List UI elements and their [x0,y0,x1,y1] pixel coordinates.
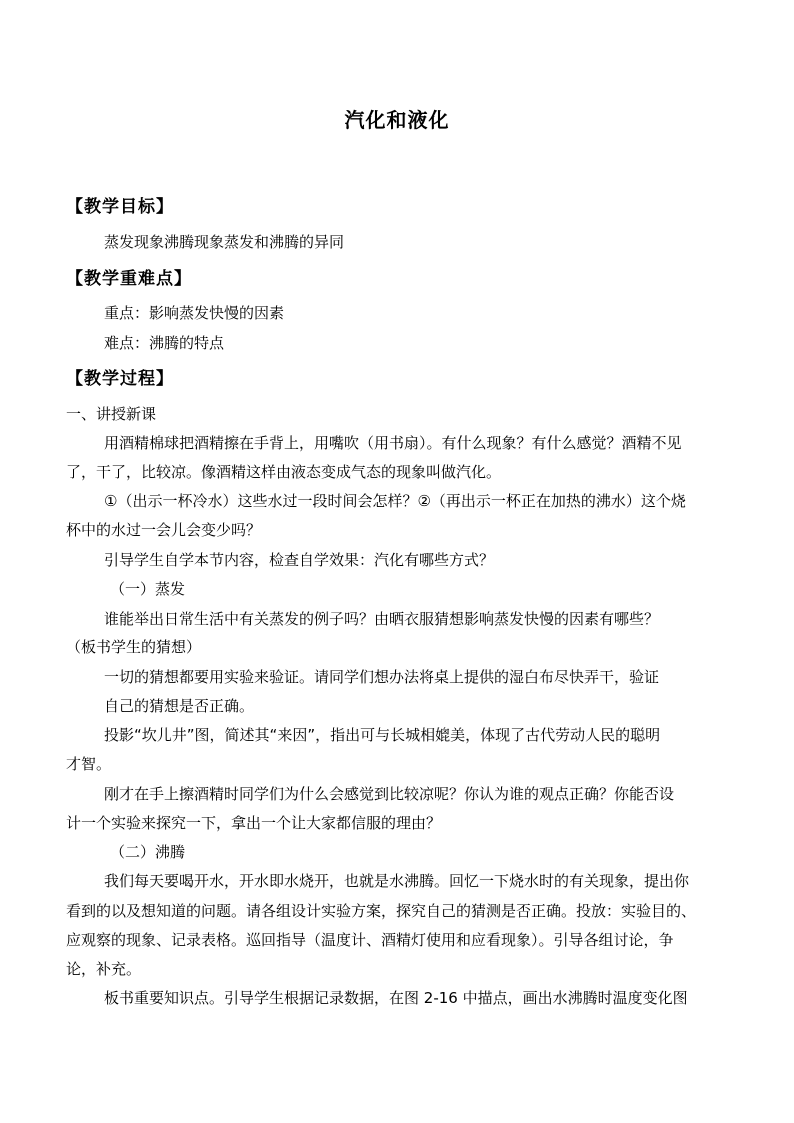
difficult-point-text: 难点：沸腾的特点 [104,334,225,352]
paragraph-line: 一切的猜想都要用实验来验证。请同学们想办法将桌上提供的湿白布尽快弄干，验证 [104,668,660,686]
paragraph-line: 板书重要知识点。引导学生根据记录数据，在图 2-16 中描点，画出水沸腾时温度变化图 [104,989,688,1007]
key-point-text: 重点：影响蒸发快慢的因素 [104,304,285,322]
paragraph-line: 引导学生自学本节内容，检查自学效果：汽化有哪些方式？ [104,551,495,569]
paragraph-line: 刚才在手上擦酒精时同学们为什么会感觉到比较凉呢？你认为谁的观点正确？你能否设 [104,785,675,803]
objectives-text: 蒸发现象沸腾现象蒸发和沸腾的异同 [104,233,345,251]
heading-objectives: 【教学目标】 [66,197,174,217]
paragraph-line: 应观察的现象、记录表格。巡回指导（温度计、酒精灯使用和应看现象）。引导各组讨论，争 [66,931,674,949]
paragraph-line: 计一个实验来探究一下，拿出一个让大家都信服的理由？ [66,814,442,832]
paragraph-line: 杯中的水过一会儿会变少吗？ [66,521,262,539]
paragraph-line: 才智。 [66,755,112,773]
subsection-heading: （二）沸腾 [110,843,186,861]
paragraph-line: 论，补充。 [66,960,142,978]
paragraph-line: （板书学生的猜想） [66,638,202,656]
paragraph-line: 用酒精棉球把酒精擦在手背上，用嘴吹（用书扇）。有什么现象？有什么感觉？酒精不见 [104,434,682,452]
subsection-heading: （一）蒸发 [110,580,186,598]
page-title: 汽化和液化 [344,108,450,132]
heading-key-points: 【教学重难点】 [66,269,192,289]
paragraph-line: 谁能举出日常生活中有关蒸发的例子吗？由晒衣服猜想影响蒸发快慢的因素有哪些？ [104,610,660,628]
paragraph-line: 我们每天要喝开水，开水即水烧开，也就是水沸腾。回忆一下烧水时的有关现象，提出你 [104,872,690,890]
section-heading: 一、讲授新课 [66,405,157,423]
paragraph-line: 了，干了，比较凉。像酒精这样由液态变成气态的现象叫做汽化。 [66,463,502,481]
paragraph-line: ①（出示一杯冷水）这些水过一段时间会怎样？②（再出示一杯正在加热的沸水）这个烧 [104,492,686,510]
paragraph-line: 看到的以及想知道的问题。请各组设计实验方案，探究自己的猜测是否正确。投放：实验目的、 [66,902,697,920]
paragraph-line: 自己的猜想是否正确。 [104,697,255,715]
heading-process: 【教学过程】 [66,369,174,389]
paragraph-line: 投影“坎儿井”图，简述其“来因”，指出可与长城相媲美，体现了古代劳动人民的聪明 [104,726,661,744]
